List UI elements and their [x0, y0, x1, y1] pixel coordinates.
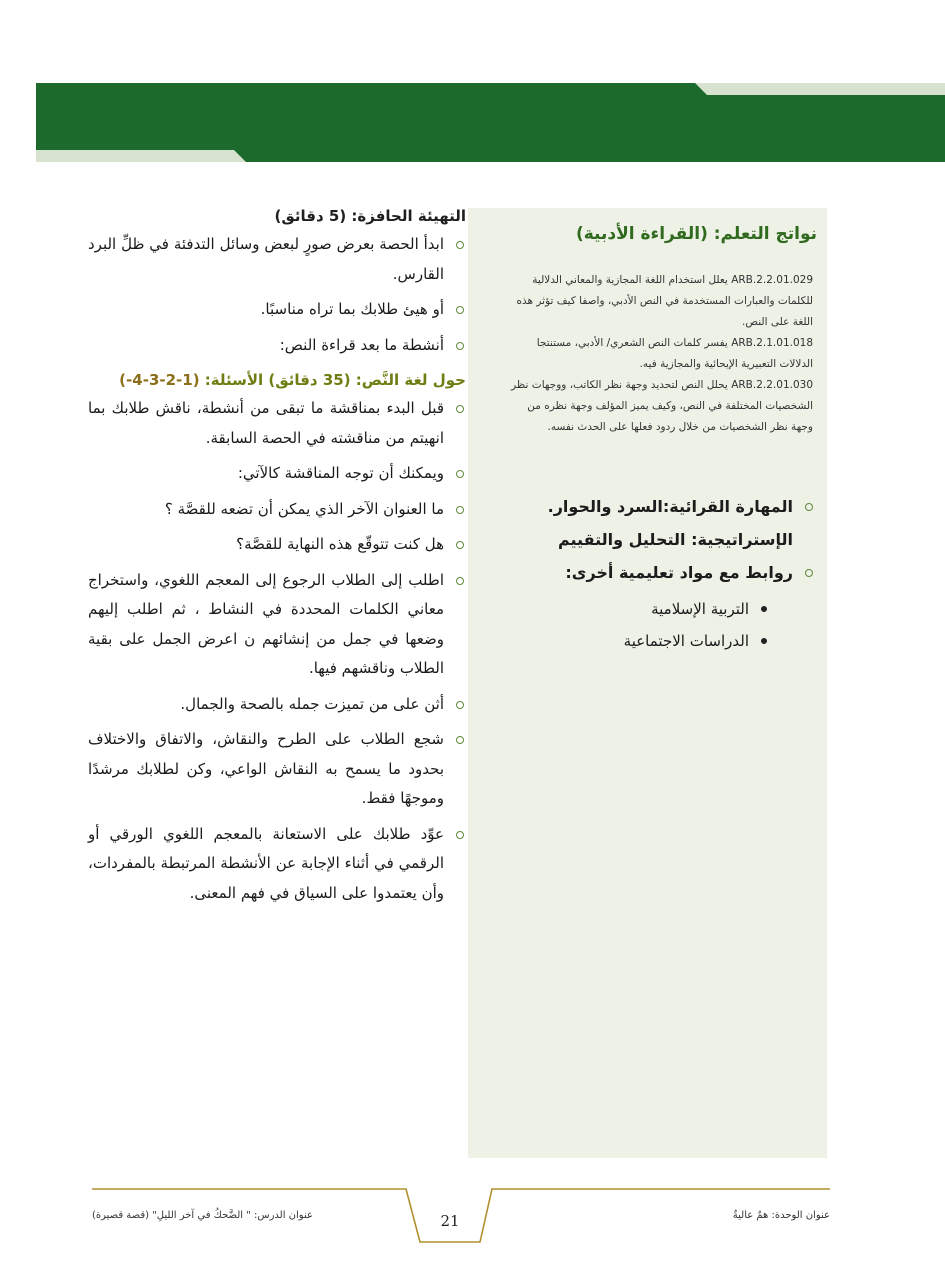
page-number: 21 [440, 1212, 460, 1230]
list-item: هل كنت تتوقّع هذه النهاية للقصَّة؟ [88, 530, 466, 560]
learning-outcomes-panel [468, 208, 827, 1158]
list-item: ويمكنك أن توجه المناقشة كالآتي: [88, 459, 466, 489]
list-item: ما العنوان الآخر الذي يمكن أن تضعه للقصَّة ؟ [88, 495, 466, 525]
list-item: اطلب إلى الطلاب الرجوع إلى المعجم اللغوي، واستخراج معاني الكلمات المحددة في النشاط ، ثم اطلب إليهم وضعها في جمل من إنشائهم ن اعرض الجمل على بقية الطلاب وناقشهم فيها. [88, 566, 466, 684]
unit-title: عنوان الوحدة: همٌ عاليةٌ [732, 1210, 830, 1221]
bullet-ring-icon [456, 701, 464, 709]
warmup-list [88, 230, 466, 360]
outcome-item: ARB.2.2.01.029 يعلل استخدام اللغة المجازية والمعاني الدلالية للكلمات والعبارات المستخدمة في النص الأدبي، واصفا كيف تؤثر هذه اللغة على النص. [516, 274, 813, 328]
link-subject: الدراسات الاجتماعية [487, 625, 767, 657]
bullet-ring-icon [456, 577, 464, 585]
header-accent-strip-bottom [36, 150, 246, 162]
list-item: قبل البدء بمناقشة ما تبقى من أنشطة، ناقش طلابك بما انهيتم من مناقشته في الحصة السابقة. [88, 394, 466, 453]
bullet-ring-icon [456, 541, 464, 549]
bullet-ring-icon [456, 405, 464, 413]
links-list [487, 593, 817, 657]
warmup-heading: التهيئة الحافزة: (5 دقائق) [274, 207, 466, 225]
lesson-title: عنوان الدرس: " الضَّحكُ في آخر الليلِ" (قصة قصيرة) [92, 1210, 313, 1221]
outcome-item: ARB.2.1.01.018 يفسر كلمات النص الشعري/ الأدبي، مستنتجا الدلالات التعبيرية الإيحائية والمجازية فيه. [536, 337, 813, 370]
text-language-heading: حول لغة النَّص: (35 دقائق) الأسئلة: (1-2-3-4-) [119, 371, 466, 389]
list-item: أنشطة ما بعد قراءة النص: [88, 331, 466, 361]
link-subject: التربية الإسلامية [487, 593, 767, 625]
list-item: ابدأ الحصة بعرض صورٍ لبعض وسائل التدفئة في ظلِّ البرد القارس. [88, 230, 466, 289]
outcome-item: ARB.2.2.01.030 يحلل النص لتحديد وجهة نظر الكاتب، ووجهات نظر الشخصيات المختلفة في النص، وكيف يميز المؤلف وجهة نظره من وجهة نظر الشخصيات من خلال ردود فعلها على الحدث نفسه. [511, 379, 813, 433]
outcomes-list [503, 270, 813, 438]
bullet-ring-icon [456, 831, 464, 839]
list-item: أثن على من تميزت جمله بالصحة والجمال. [88, 690, 466, 720]
bullet-ring-icon [456, 241, 464, 249]
bullet-ring-icon [805, 569, 813, 577]
bullet-ring-icon [456, 506, 464, 514]
text-activities-list [88, 394, 466, 908]
list-item: عوِّد طلابك على الاستعانة بالمعجم اللغوي الورقي أو الرقمي في أثناء الإجابة عن الأنشطة المرتبطة بالمفردات، وأن يعتمدوا على السياق في فهم المعنى. [88, 820, 466, 909]
bullet-ring-icon [456, 342, 464, 350]
list-item: شجع الطلاب على الطرح والنقاش، والاتفاق والاختلاف بحدود ما يسمح به النقاش الواعي، وكن لطلابك مرشدًا وموجهًا فقط. [88, 725, 466, 814]
strategy: الإستراتيجية: التحليل والتقييم [557, 530, 793, 549]
outcomes-title: نواتج التعلم: (القراءة الأدبية) [575, 224, 817, 244]
skills-block [487, 490, 817, 657]
header-band [36, 83, 945, 162]
reading-skill: المهارة القرائية:السرد والحوار. [487, 490, 817, 523]
bullet-ring-icon [456, 736, 464, 744]
links-heading: روابط مع مواد تعليمية أخرى: [487, 556, 817, 589]
bullet-ring-icon [805, 503, 813, 511]
header-accent-strip-top [695, 83, 945, 95]
bullet-ring-icon [456, 470, 464, 478]
bullet-ring-icon [456, 306, 464, 314]
list-item: أو هيئ طلابك بما تراه مناسبًا. [88, 295, 466, 325]
procedures-column [88, 202, 466, 914]
